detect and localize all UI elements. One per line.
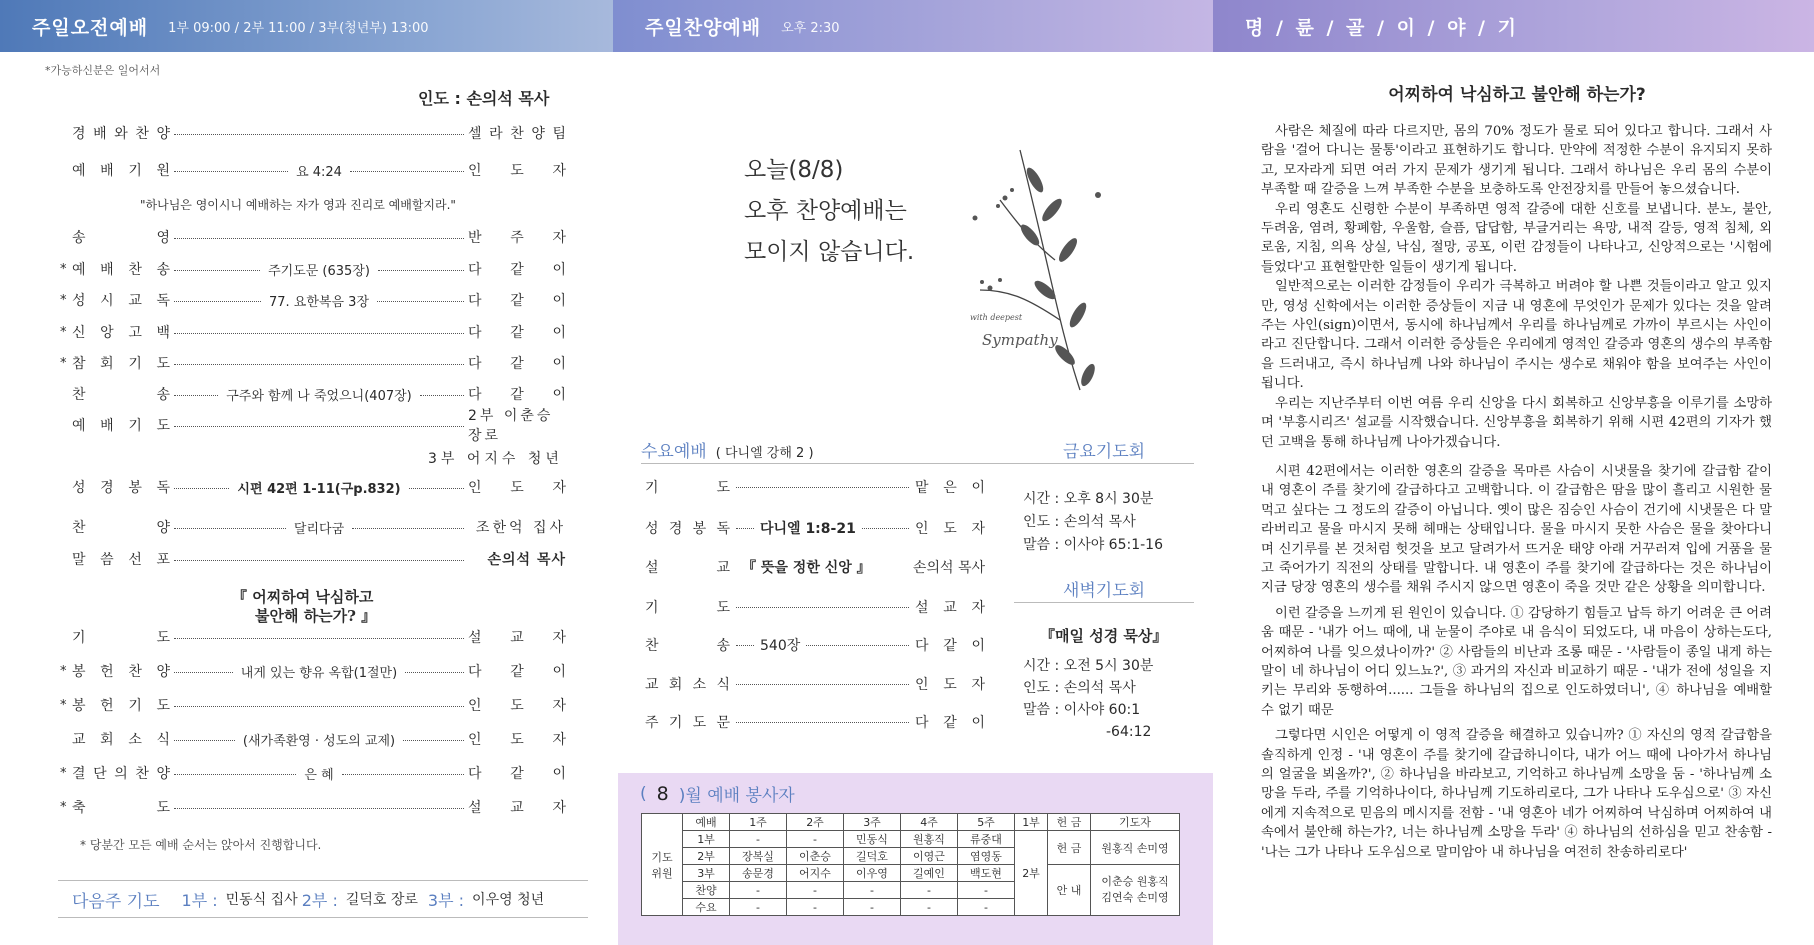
wed-label: 설 교 <box>645 560 730 576</box>
wed-detail: 『 뜻을 정한 신앙 』 <box>742 560 871 576</box>
vol-cell: 백도현 <box>958 865 1015 882</box>
vol-guide-names-2: 김연숙 손미영 <box>1101 891 1169 904</box>
article-paragraph-7: 그렇다면 시인은 어떻게 이 영적 갈증을 해결하고 있습니까? ① 자신의 영적 갈급함을 솔직하게 인정 - '내 영혼이 주를 찾기에 갈급하니이다, 내가 어느 때에 나아가서 하나님의 얼굴을 뵈올까?', ② 하나님을 바라보고, 기억하고 하나님께 소망을 둠 - '하나님께 소망을 두라, 주를 기억하나이다, 하나님께 기도하리로다, 그가 나타나 도우심으로' ③ 자신에게 지속적으로 믿음의 메시지를 전함 - '내 영혼아 네가 어찌하여 낙심하며 어찌하여 내 속에서 불안해 하는가?, 너는 하나님께 소망을 두라' ④ 하나님의 선하심을 믿고 찬송함 - '나는 그가 나타나 도우심으로 말미암아 내 하나님을 여전히 찬송하리로다' <box>1261 728 1772 860</box>
vol-svc: 2부 <box>683 848 730 865</box>
wednesday-row <box>645 711 985 733</box>
vol-cell: 염영동 <box>958 848 1015 865</box>
vol-cell: 송문경 <box>730 865 787 882</box>
volunteer-table <box>641 813 1180 916</box>
order-row <box>60 408 566 444</box>
order-row <box>60 516 566 538</box>
order-leader-dots <box>174 764 464 783</box>
wed-person: 인 도 자 <box>915 521 985 537</box>
order-row <box>60 626 566 648</box>
friday-leader: 인도 : 손의석 목사 <box>1023 514 1136 530</box>
order-label: 예 배 찬 송 <box>72 262 170 278</box>
order-detail: 달리다굼 <box>293 521 345 537</box>
vol-cell: - <box>901 899 958 916</box>
morning-service-times: 1부 09:00 / 2부 11:00 / 3부(청년부) 13:00 <box>168 20 429 36</box>
notice-line-2: 오후 찬양예배는 <box>744 198 907 224</box>
wed-person: 설 교 자 <box>915 600 985 616</box>
vol-cell: 이춘승 <box>787 848 844 865</box>
wed-person: 맡 은 이 <box>915 480 985 496</box>
required-star: * <box>60 697 67 713</box>
volunteer-month: 8 <box>656 782 669 805</box>
vol-svc: 수요 <box>683 899 730 916</box>
vh-week1: 1주 <box>730 814 787 831</box>
order-detail: 77. 요한복음 3장 <box>269 294 370 310</box>
vol-cell: - <box>958 899 1015 916</box>
wed-label: 기 도 <box>645 480 730 496</box>
dawn-title: 새벽기도회 <box>1014 576 1194 603</box>
wed-leader-dots <box>736 518 909 538</box>
order-row <box>60 694 566 716</box>
order-label: 성 경 봉 독 <box>72 480 170 496</box>
vh-offering: 헌 금 <box>1048 814 1091 831</box>
order-label: 경 배 와 찬 양 <box>72 126 170 142</box>
vol-cell: 이우영 <box>844 865 901 882</box>
order-detail: 요 4:24 <box>296 164 342 180</box>
order-row <box>60 122 566 144</box>
morning-service-band <box>0 0 613 52</box>
order-leader-dots <box>174 730 464 749</box>
prayer-3bu: 3부 어지수 청년 <box>428 451 563 467</box>
friday-info <box>1023 488 1163 557</box>
deco-text-2: Sympathy <box>982 331 1058 349</box>
order-row <box>60 226 566 248</box>
order-leader-dots <box>174 478 464 497</box>
order-person: 조한억 집사 <box>475 520 566 536</box>
order-label: 예 배 기 도 <box>72 418 170 434</box>
wed-label: 찬 송 <box>645 638 730 654</box>
required-star: * <box>60 663 67 679</box>
order-leader-dots <box>174 806 464 809</box>
order-leader-dots <box>174 291 464 310</box>
vol-cell: - <box>730 899 787 916</box>
order-row <box>60 289 566 311</box>
order-leader-dots <box>174 236 464 239</box>
required-star: * <box>60 292 67 308</box>
wednesday-subtitle: ( 다니엘 강해 2 ) <box>715 446 814 461</box>
vol-svc: 3부 <box>683 865 730 882</box>
floral-sympathy-illustration <box>960 140 1130 400</box>
order-leader-dots <box>174 704 464 707</box>
next-3-name: 이우영 청년 <box>472 892 545 908</box>
order-label: 봉 헌 기 도 <box>72 698 170 714</box>
dawn-time: 시간 : 오전 5시 30분 <box>1023 658 1154 674</box>
order-person: 인 도 자 <box>468 163 566 179</box>
vh-service: 예배 <box>683 814 730 831</box>
order-row <box>60 728 566 750</box>
article-paragraph-4: 우리는 지난주부터 이번 여름 우리 신앙을 다시 회복하고 신앙부흥을 이루기를 소망하며 '부흥시리즈' 설교를 시작했습니다. 신앙부흥을 회복하기 위해 시편 42편의 기자가 했던 고백을 통해 하나님께 나아가겠습니다. <box>1261 395 1772 450</box>
order-label: 신 앙 고 백 <box>72 325 170 341</box>
order-row <box>60 159 566 181</box>
order-person: 인 도 자 <box>468 480 566 496</box>
wed-person: 손의석 목사 <box>912 560 985 576</box>
notice-line-1: 오늘(8/8) <box>744 157 844 183</box>
order-label: 결 단 의 찬 양 <box>72 766 170 782</box>
sitting-note: * 당분간 모든 예배 순서는 앉아서 진행합니다. <box>80 838 322 852</box>
wednesday-row <box>645 673 985 695</box>
article-paragraph-6: 이런 갈증을 느끼게 된 원인이 있습니다. ① 감당하기 힘들고 납득 하기 어려운 큰 어려움 때문 - '내가 어느 때에, 내 눈물이 주야로 내 음식이 되었도다, 내 마음이 상하는도다, 어찌하여 나를 잊으셨나이까?' ② 사람들의 비난과 조롱 때문 - '사람들이 종일 내게 하는 말이 네 하나님이 어디 있느뇨?', ③ 과거의 자신과 비교하기 때문 - '내가 전에 성일을 지키는 무리와 동행하여...... 그들을 하나님의 집으로 인도하였더니', ④ 하나님을 예배할 수 없기 때문 <box>1261 605 1772 718</box>
vh-week2: 2주 <box>787 814 844 831</box>
order-person: 다 같 이 <box>468 356 566 372</box>
next-3-tag: 3부 : <box>427 890 465 910</box>
stand-note: *가능하신분은 일어서서 <box>45 64 161 77</box>
praise-service-time: 오후 2:30 <box>781 20 840 36</box>
order-label: 교 회 소 식 <box>72 732 170 748</box>
wednesday-row <box>645 596 985 618</box>
wednesday-header <box>641 437 1016 464</box>
article-paragraph-3: 일반적으로는 이러한 감정들이 우리가 극복하고 버려야 할 나쁜 것들이라고 알고 있지만, 영성 신학에서는 이러한 증상들이 지금 내 영혼에 무엇인가 문제가 있다는 것을 알려주는 사인(sign)이면서, 동시에 하나님께서 우리를 하나님께로 가까이 부르시는 사인이라고 진단합니다. 그래서 이러한 증상들은 우리에게 영적인 갈증과 영혼의 생수의 부족함을 드러내고, 즉시 하나님께 나와 하나님이 주시는 생수로 채워야 함을 보여주는 사인이 됩니다. <box>1261 279 1772 392</box>
vol-svc: 찬양 <box>683 882 730 899</box>
vh-week4: 4주 <box>901 814 958 831</box>
notice-line-3: 모이지 않습니다. <box>744 239 915 265</box>
praise-service-title: 주일찬양예배 <box>645 16 762 39</box>
wed-leader-dots <box>736 557 889 577</box>
wed-person: 인 도 자 <box>915 677 985 693</box>
order-label: 찬 송 <box>72 387 170 403</box>
wed-leader-dots <box>736 635 909 655</box>
order-leader-dots <box>174 424 464 427</box>
vol-cell: - <box>730 882 787 899</box>
vol-offering-names: 원홍직 손미영 <box>1091 831 1180 865</box>
order-row <box>60 321 566 343</box>
vol-cell: 장복실 <box>730 848 787 865</box>
dawn-subtitle: 『매일 성경 묵상』 <box>1040 627 1168 645</box>
invocation-quote: "하나님은 영이시니 예배하는 자가 영과 진리로 예배할지라." <box>140 198 456 212</box>
required-star: * <box>60 324 67 340</box>
order-label: 기 도 <box>72 630 170 646</box>
wednesday-row <box>645 476 985 498</box>
required-star: * <box>60 261 67 277</box>
vh-week3: 3주 <box>844 814 901 831</box>
order-person: 다 같 이 <box>468 664 566 680</box>
story-band <box>1213 0 1814 52</box>
article-paragraph-2: 우리 영혼도 신령한 수분이 부족하면 영적 갈증에 대한 신호를 보냅니다. 분노, 불안, 두려움, 염려, 황폐함, 우울함, 슬픔, 답답함, 부글거리는 욕망, 내적 갈등, 영적 침체, 외로움, 지침, 의욕 상실, 낙심, 절망, 공포, 이런 감정들이 나타나고, 신앙적으로는 '시험에 들었다'고 표현할만한 일들이 생기게 됩니다. <box>1261 201 1772 275</box>
sermon-title-line1: 『 어찌하여 낙심하고 <box>232 588 374 606</box>
wed-detail: 540장 <box>760 638 801 654</box>
order-label: 예 배 기 원 <box>72 163 170 179</box>
vol-cell: - <box>787 831 844 848</box>
wednesday-row <box>645 556 985 578</box>
vol-cell: 길예인 <box>901 865 958 882</box>
vol-cell: - <box>844 882 901 899</box>
order-label: 찬 양 <box>72 520 170 536</box>
prayer-committee-label: 기도 위원 <box>642 814 683 916</box>
order-person: 셀 라 찬 양 팀 <box>468 126 566 142</box>
vol-cell: - <box>787 899 844 916</box>
article-title: 어찌하여 낙심하고 불안해 하는가? <box>1388 85 1646 105</box>
order-label: 축 도 <box>72 800 170 816</box>
order-leader-dots <box>174 636 464 639</box>
order-label: 말 씀 선 포 <box>72 552 170 568</box>
order-label: 봉 헌 찬 양 <box>72 664 170 680</box>
wed-label: 성 경 봉 독 <box>645 521 730 537</box>
order-row <box>60 476 566 498</box>
order-leader-dots <box>174 331 464 334</box>
order-label: 성 시 교 독 <box>72 293 170 309</box>
vol-cell: 민동식 <box>844 831 901 848</box>
order-person: 2부 이춘승 장로 <box>468 408 554 444</box>
vol-cell: 류중대 <box>958 831 1015 848</box>
next-week-label: 다음주 기도 <box>72 891 160 912</box>
friday-time: 시간 : 오후 8시 30분 <box>1023 491 1154 507</box>
morning-service-title: 주일오전예배 <box>32 16 149 39</box>
next-1-tag: 1부 : <box>181 890 218 910</box>
friday-word: 말씀 : 이사야 65:1-16 <box>1023 537 1163 553</box>
vol-offering-label: 헌 금 <box>1048 831 1091 865</box>
order-label: 송 영 <box>72 230 170 246</box>
volunteer-row <box>642 831 1180 848</box>
vol-cell: - <box>844 899 901 916</box>
volunteer-row <box>642 865 1180 882</box>
vol-cell: - <box>901 882 958 899</box>
order-label: 참 회 기 도 <box>72 356 170 372</box>
wed-leader-dots <box>736 684 909 685</box>
order-leader-dots <box>174 161 464 180</box>
vol-cell: - <box>730 831 787 848</box>
order-leader-dots <box>174 662 464 681</box>
order-person: 다 같 이 <box>468 293 566 309</box>
order-detail: 시편 42편 1-11(구p.832) <box>237 481 401 497</box>
required-star: * <box>60 799 67 815</box>
order-detail: 내게 있는 향유 옥합(1절만) <box>240 665 398 681</box>
wed-detail: 다니엘 1:8-21 <box>760 521 856 537</box>
deco-text-1: with deepest <box>970 313 1023 322</box>
order-detail: 주기도문 (635장) <box>268 263 370 279</box>
wed-person: 다 같 이 <box>915 715 985 731</box>
order-detail: 구주와 함께 나 죽었으니(407장) <box>226 388 412 404</box>
article-paragraph-5: 시편 42편에서는 이러한 영혼의 갈증을 목마른 사슴이 시냇물을 찾기에 갈급함 같이 내 영혼이 주를 찾기에 갈급하다고 고백합니다. 이 갈급함은 땀을 많이 흘리고 시원한 물 먹고 싶다는 그 정도의 갈증이 아닙니다. 옛이 많은 짐승인 사슴이 건기에 시냇물은 다 말라버리고 물을 마시지 못해 헤매는 상태입니다. 물을 마시지 못한 사슴은 물을 찾아다니며 신기루를 본 것처럼 헛것을 보고 달려가서 뜨거운 태양 아래 거꾸러져 입에 거품을 물고 죽어가기 직전의 상태를 말합니다. 내 영혼이 주를 찾기에 갈급하다는 것은 하나님이 지금 당장 영혼의 생수를 채워 주시지 않으면 영혼이 죽을 것만 같은 상황을 의미합니다. <box>1261 463 1772 596</box>
wed-leader-dots <box>736 487 909 488</box>
order-person: 설 교 자 <box>468 630 566 646</box>
vol-cell: - <box>787 882 844 899</box>
order-leader-dots <box>174 132 464 135</box>
order-row <box>60 660 566 682</box>
order-row <box>60 548 566 570</box>
order-leader-dots <box>174 518 464 537</box>
order-leader-dots <box>174 362 464 365</box>
dawn-info <box>1023 655 1153 743</box>
article-body <box>1261 122 1772 862</box>
order-row <box>60 352 566 374</box>
vol-guide-names <box>1091 865 1180 916</box>
article-paragraph-1: 사람은 체질에 따라 다르지만, 몸의 70% 정도가 물로 되어 있다고 합니다. 그래서 사람을 '걸어 다니는 물통'이라고 표현하기도 합니다. 만약에 적정한 수분이 유지되지 못하고, 모자라게 되면 여러 가지 문제가 생기게 됩니다. 그래서 하나님은 우리 몸의 수분이 부족할 때 갈증을 느껴 부족한 수분을 보충하도록 안전장치를 만들어 놓으셨습니다. <box>1261 124 1772 198</box>
order-row <box>60 796 566 818</box>
order-person: 반 주 자 <box>468 230 566 246</box>
wed-leader-dots <box>736 722 909 723</box>
order-person: 인 도 자 <box>468 698 566 714</box>
vol-cell: 이영근 <box>901 848 958 865</box>
wednesday-title: 수요예배 <box>641 442 707 462</box>
order-row <box>60 383 566 405</box>
dawn-word-1: 말씀 : 이사야 60:1 <box>1023 702 1141 718</box>
wed-person: 다 같 이 <box>915 638 985 654</box>
next-2-tag: 2부 : <box>301 890 338 910</box>
order-person: 설 교 자 <box>468 800 566 816</box>
volunteer-title-open: ( <box>640 783 647 804</box>
order-person: 다 같 이 <box>468 262 566 278</box>
vol-svc: 1부 <box>683 831 730 848</box>
order-person: 다 같 이 <box>468 387 566 403</box>
wed-label: 기 도 <box>645 600 730 616</box>
dawn-word-2: -64:12 <box>1106 724 1152 740</box>
praise-service-band <box>613 0 1213 52</box>
next-week-prayer <box>58 880 588 918</box>
order-person: 다 같 이 <box>468 766 566 782</box>
story-band-title: 명 / 륜 / 골 / 이 / 야 / 기 <box>1245 16 1519 39</box>
order-person: 손의석 목사 <box>487 552 566 568</box>
vol-cell: - <box>958 882 1015 899</box>
vol-cell: 길덕호 <box>844 848 901 865</box>
order-leader-dots <box>174 558 464 561</box>
order-row <box>60 762 566 784</box>
next-2-name: 길덕호 장로 <box>345 892 418 908</box>
vh-prayer: 기도자 <box>1091 814 1180 831</box>
order-detail: 은 혜 <box>304 767 334 783</box>
friday-title: 금요기도회 <box>1014 437 1194 464</box>
vol-cell: 원홍직 <box>901 831 958 848</box>
next-1-name: 민동식 집사 <box>225 892 298 908</box>
volunteer-header-row <box>642 814 1180 831</box>
order-person: 다 같 이 <box>468 325 566 341</box>
required-star: * <box>60 355 67 371</box>
required-star: * <box>60 765 67 781</box>
vol-guide-names-1: 이춘승 원홍직 <box>1101 875 1169 888</box>
vh-week5: 5주 <box>958 814 1015 831</box>
order-person: 인 도 자 <box>468 732 566 748</box>
dawn-leader: 인도 : 손의석 목사 <box>1023 680 1136 696</box>
sermon-title-line2: 불안해 하는가? 』 <box>255 607 377 625</box>
wednesday-row <box>645 634 985 656</box>
order-leader-dots <box>174 260 464 279</box>
volunteer-title <box>640 781 795 806</box>
vol-guide-label: 안 내 <box>1048 865 1091 916</box>
order-row <box>60 258 566 280</box>
wednesday-row <box>645 517 985 539</box>
vol-2bu: 2부 <box>1015 831 1048 916</box>
wed-label: 주 기 도 문 <box>645 715 730 731</box>
wed-leader-dots <box>736 607 909 608</box>
no-service-notice <box>744 150 914 273</box>
order-leader-dots <box>174 385 464 404</box>
order-detail: (새가족환영 · 성도의 교제) <box>242 733 396 749</box>
wed-label: 교 회 소 식 <box>645 677 730 693</box>
vol-cell: 어지수 <box>787 865 844 882</box>
leader-line: 인도 : 손의석 목사 <box>418 89 550 108</box>
volunteer-title-rest: )월 예배 봉사자 <box>678 786 795 806</box>
vh-1bu: 1부 <box>1015 814 1048 831</box>
